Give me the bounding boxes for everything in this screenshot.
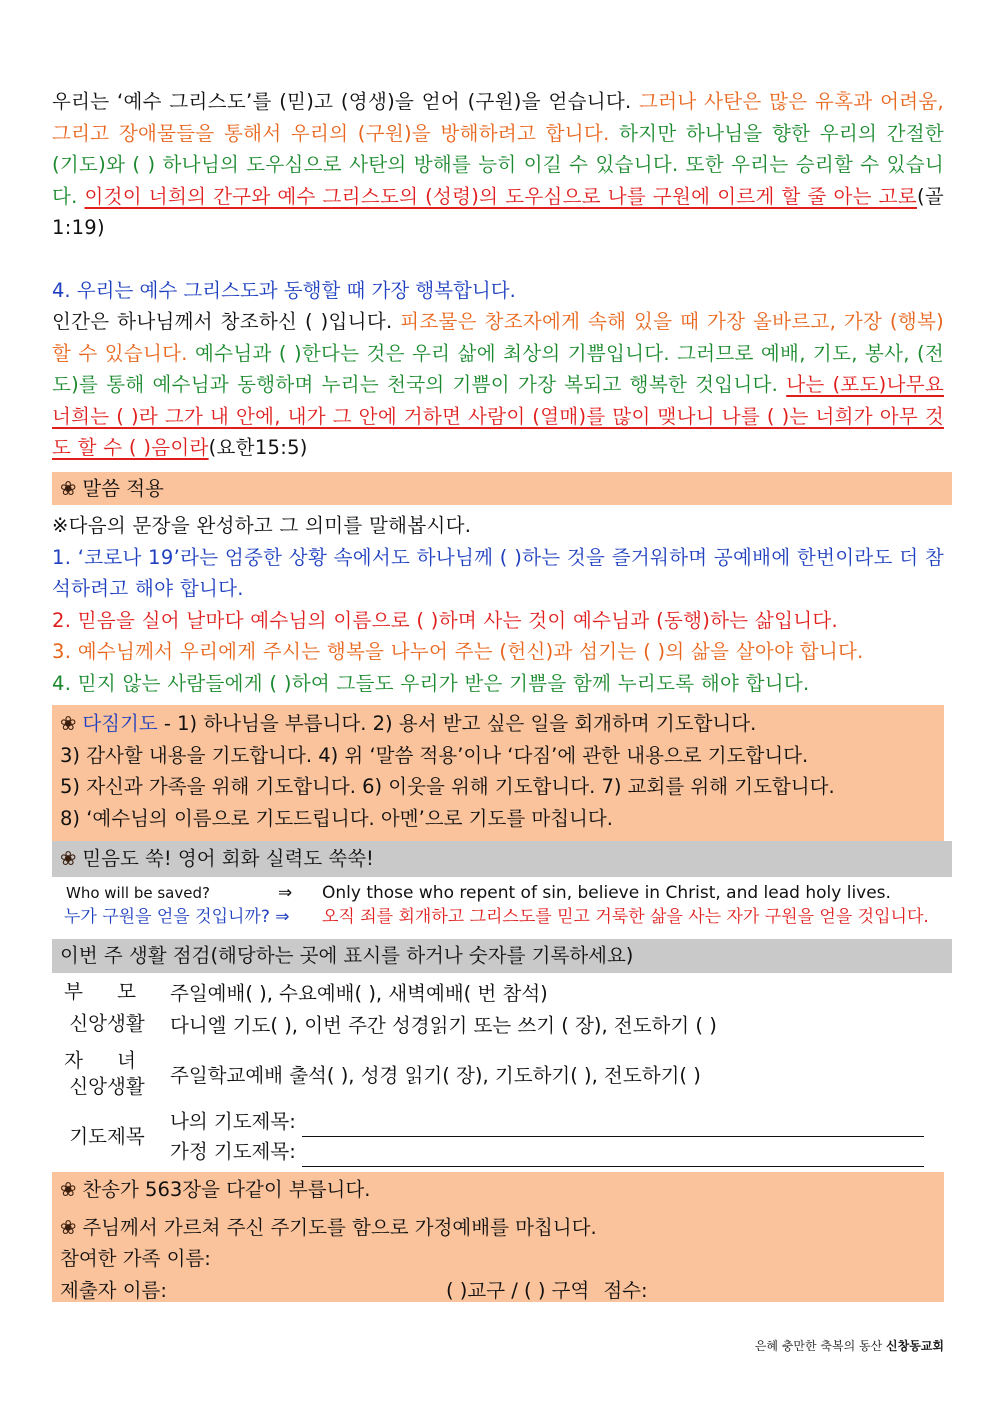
arrow-icon: ⇒	[278, 883, 293, 903]
section-4-heading: 4. 우리는 예수 그리스도과 동행할 때 가장 행복합니다.	[52, 279, 516, 302]
flower-icon: ❀	[60, 712, 77, 735]
life-check-table	[52, 976, 944, 1167]
flower-icon: ❀	[60, 1215, 77, 1239]
prayer-line-3: 5) 자신과 가족을 위해 기도합니다. 6) 이웃을 위해 기도합니다. 7) 교회를 위해 기도합니다.	[60, 775, 835, 798]
apply-header	[52, 472, 952, 505]
my-prayer-row	[170, 1107, 924, 1137]
resolution-prayer-box	[52, 705, 944, 841]
prayer-line-1	[52, 708, 944, 740]
score-label: 점수:	[603, 1278, 648, 1302]
home-prayer-input[interactable]	[302, 1144, 924, 1167]
prayer-victory-text: 하지만 하나님을 향한 우리의 간절한 (기도)와 ( ) 하나님의 도우심으로 사탄의 방해를 능히 이길 수 있습니다. 또한 우리는 승리할 수 있습니다.	[52, 121, 944, 208]
apply-question-3: 3. 예수님께서 우리에게 주시는 행복을 나누어 주는 (헌신)과 섬기는 ( )의 삶을 살아야 합니다.	[52, 640, 864, 663]
korean-line	[52, 905, 944, 929]
apply-question-1: 1. ‘코로나 19’라는 엄중한 상황 속에서도 하나님께 ( )하는 것을 즐거워하며 공예배에 한번이라도 더 참석하려고 해야 합니다.	[52, 545, 944, 600]
flower-icon: ❀	[60, 477, 77, 500]
english-answer: Only those who repent of sin, believe in Christ, and lead holy lives.	[322, 883, 891, 903]
church-name: 신창동교회	[886, 1339, 944, 1353]
apply-intro: ※다음의 문장을 완성하고 그 의미를 말해봅시다.	[52, 514, 472, 537]
district-field: ( )교구 / ( ) 구역	[446, 1278, 590, 1302]
prayer-topics	[162, 1107, 924, 1167]
hymn-line	[52, 1174, 944, 1206]
child-row: 주일학교예배 출석( ), 성경 읽기( 장), 기도하기( ), 전도하기( )	[170, 1064, 701, 1087]
flower-icon: ❀	[60, 847, 77, 870]
paragraph-salvation	[52, 86, 944, 244]
child-label-1: 자 녀	[64, 1049, 150, 1072]
korean-answer: 오직 죄를 회개하고 그리스도를 믿고 거룩한 삶을 사는 자가 구원을 얻을 것입니다.	[322, 907, 929, 927]
child-label	[52, 1041, 162, 1107]
salvation-text: 우리는 ‘예수 그리스도’를 (믿)고 (영생)을 얻어 (구원)을 얻습니다.	[52, 90, 640, 113]
home-prayer-row	[170, 1137, 924, 1167]
hymn-text: 찬송가 563장을 다같이 부릅니다.	[82, 1178, 371, 1201]
vine-ref: (요한15:5)	[208, 436, 308, 459]
footer-motto-text: 은혜 충만한 축복의 동산	[754, 1339, 887, 1353]
apply-question-2: 2. 믿음을 실어 날마다 예수님의 이름으로 ( )하며 사는 것이 예수님과 (동행)하는 삶입니다.	[52, 608, 838, 632]
closing-box	[52, 1172, 944, 1302]
my-prayer-label: 나의 기도제목:	[170, 1110, 296, 1133]
my-prayer-input[interactable]	[302, 1114, 924, 1137]
parent-label-1: 부 모	[64, 979, 150, 1003]
lords-prayer-line	[52, 1212, 944, 1244]
parent-row-1: 주일예배( ), 수요예배( ), 새벽예배( 번 참석)	[170, 981, 548, 1005]
korean-question: 누가 구원을 얻을 것입니까? ⇒	[64, 907, 290, 927]
family-names-line: 참여한 가족 이름:	[60, 1247, 211, 1270]
english-line	[52, 881, 944, 905]
prayer-line-2: 3) 감사할 내용을 기도합니다. 4) 위 ‘말씀 적용’이나 ‘다짐’에 관한 내용으로 기도합니다.	[60, 743, 809, 767]
paragraph-walk-with-jesus	[52, 306, 944, 464]
child-label-2: 신앙생활	[69, 1075, 145, 1098]
life-check-header: 이번 주 생활 점검(해당하는 곳에 표시를 하거나 숫자를 기록하세요)	[52, 939, 952, 973]
lords-prayer-text: 주님께서 가르쳐 주신 주기도를 함으로 가정예배를 마칩니다.	[82, 1215, 597, 1239]
english-header	[52, 841, 952, 877]
apply-title: 말씀 적용	[82, 477, 164, 500]
walk-text: 예수님과 ( )한다는 것은 우리 삶에 최상의 기쁨입니다. 그러므로 예배, 기도, 봉사, (전도)를 통해 예수님과 동행하며 누리는 천국의 기쁨이 가장 복되고 행복한 것입니다.	[52, 341, 944, 396]
submitter-label: 제출자 이름:	[60, 1278, 167, 1302]
scripture-ref: (골1:19)	[52, 184, 944, 239]
satan-text: 그러나 사탄은 많은 유혹과 어려움, 그리고 장애물들을 통해서 우리의 (구원)을 방해하려고 합니다.	[52, 90, 944, 145]
english-dialogue	[52, 881, 944, 929]
parent-label-2: 신앙생활	[69, 1012, 145, 1035]
prayer-topic-label: 기도제목	[69, 1125, 145, 1148]
flower-icon: ❀	[60, 1178, 77, 1201]
creation-text: 인간은 하나님께서 창조하신 ( )입니다.	[52, 310, 401, 333]
submitter-line	[52, 1275, 944, 1307]
home-prayer-label: 가정 기도제목:	[170, 1140, 296, 1163]
parent-row-2: 다니엘 기도( ), 이번 주간 성경읽기 또는 쓰기 ( 장), 전도하기 ( )	[170, 1014, 717, 1037]
scripture-quote: 이것이 너희의 간구와 예수 그리스도의 (성령)의 도우심으로 나를 구원에 이르게 할 줄 아는 고로	[84, 184, 917, 208]
prayer-step-1: - 1) 하나님을 부릅니다. 2) 용서 받고 싶은 일을 회개하며 기도합니다.	[157, 712, 757, 735]
english-question: Who will be saved?	[66, 884, 210, 902]
footer-motto	[755, 1337, 944, 1354]
vine-quote: 나는 (포도)나무요 너희는 ( )라 그가 내 안에, 내가 그 안에 거하면 사람이 (열매)를 많이 맺나니 나를 ( )는 너희가 아무 것도 할 수 ( )음이라	[52, 373, 944, 459]
apply-questions	[52, 510, 944, 699]
english-title: 믿음도 쑥! 영어 회화 실력도 쑥쑥!	[82, 847, 374, 870]
creature-text: 피조물은 창조자에게 속해 있을 때 가장 올바르고, 가장 (행복)할 수 있습니다.	[52, 310, 944, 365]
apply-question-4: 4. 믿지 않는 사람들에게 ( )하여 그들도 우리가 받은 기쁨을 함께 누리도록 해야 합니다.	[52, 671, 810, 695]
prayer-title: 다짐기도	[82, 712, 158, 735]
prayer-line-4: 8) ‘예수님의 이름으로 기도드립니다. 아멘’으로 기도를 마칩니다.	[60, 806, 613, 830]
